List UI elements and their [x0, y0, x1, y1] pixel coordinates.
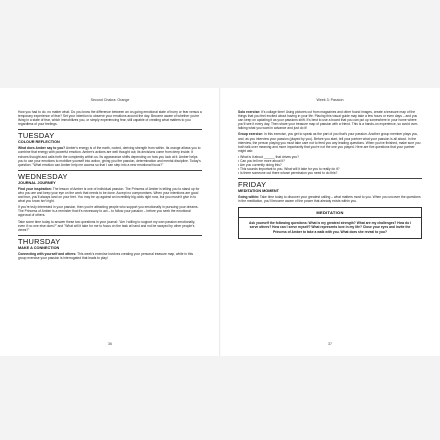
list-item: • What is it about ______ that drives you? [238, 154, 299, 159]
running-head-left: Second Chakra: Orange [90, 98, 130, 102]
thursday-text [18, 252, 202, 260]
wednesday-text-2: If you're truly interested in your passion, then you're attracting people who support you emotionally in pursuing your dreams. The Princess of Amber is a reminder that it's necessary to act – to follow your passion – before you seek the emotional approval of others. [18, 205, 199, 218]
intro-paragraph: How you had to do, no matter what. Do you know the difference between an on-going emotional state of hurry or fear versus a temporary experience of fear? Set your intention to observe your emotions around the day. Become aware of whether you're living in a state of fear, which immobilizes you, or simply experiencing fear, still capable of creating what matters to you regardless of your feelings. [18, 110, 202, 127]
wednesday-subheading: JOURNAL JOURNEY [18, 180, 56, 185]
list-item: • Is there someone out there whose permission you need to do this? [238, 170, 338, 175]
tuesday-heading: TUESDAY [18, 131, 55, 141]
tuesday-body: Amber's energy is of the earth, rooted, deriving strength from within. Its orange allows you to combine that energy with powerful emotion. Amber's actions are well thought out; its decisions come from deep inside. It echoes thought and calls forth the complexity within us. Its appearance shifts depending on how you look at it. Amber helps you to use your emotions to mobilize yourself into action, giving you fire passion, determination and mental discipline. Today's question: "What emotion can Amber help me access so that I can step into a new emotional focus?" [18, 146, 201, 167]
book-spread [0, 88, 440, 356]
friday-body: Take time today to discover your greatest calling – what matters most to you. When you uncover the questions in the meditation, you'll become aware of the power that already exists within you. [238, 194, 421, 204]
thursday-heading: THURSDAY [18, 236, 61, 246]
friday-subheading: MEDITATION MOMENT [238, 188, 279, 193]
right-page [220, 88, 440, 356]
page-number-right: 37 [328, 342, 332, 346]
tuesday-subheading: COLOUR REFLECTION [18, 140, 60, 145]
friday-text [238, 195, 422, 203]
question-list [238, 155, 422, 175]
friday-lead: Going within: [238, 194, 260, 199]
solo-exercise-lead: Solo exercise: [238, 110, 261, 114]
group-exercise-text [238, 132, 422, 152]
solo-exercise-body: It's collage time! Using pictures cut from magazines and other found images, create a treasure map of the things that you feel excited about having in your life. Placing this visual guide may take a few hours or even days – and you can keep on updating it as your passions shift. It's best to use a board that you can put up somewhere in your home where you'll see it every day. Then share your treasure map of passion with a friend. This is a hands-on experience, so avoid over-talking what you want in advance and just do it! [238, 110, 419, 131]
running-head-right: Week 3: Passion [316, 98, 344, 102]
solo-exercise-text [238, 110, 422, 130]
wednesday-body: The lesson of Amber is one of individual passion. The Princess of Amber is telling you to stand up for who you are and keep your eye on the work that needs to be done. Accept no compromises. When your intentions are good and true, you'll always land on your feet. You may be up against an incredibly big odds right now, but you mustn't give in to what you know isn't right. [18, 186, 200, 204]
list-item: • This sounds important to you. What will it take for you to really do it? [238, 166, 340, 171]
friday-heading: FRIDAY [238, 179, 267, 189]
meditation-text: Ask yourself the following questions: What is my greatest strength? What are my challenges? How do I serve others? How can I serve myself? What represents love in my life? Close your eyes and invite the Princess of Amber to take a walk with you. What does she reveal to you? [249, 221, 411, 234]
wednesday-heading: WEDNESDAY [18, 171, 68, 181]
tuesday-section [18, 129, 202, 145]
thursday-section [18, 235, 202, 251]
tuesday-lead: What does Amber say to you? [18, 146, 66, 151]
page-number-left: 36 [108, 342, 112, 346]
list-item: • Are you currently doing this? [238, 162, 282, 167]
left-page [0, 88, 220, 356]
thursday-lead: Connecting with yourself and others: [18, 251, 77, 256]
wednesday-section [18, 170, 202, 186]
wednesday-lead: Find your inspiration: [18, 186, 52, 191]
list-item: • Can you tell me more about it? [238, 158, 285, 163]
meditation-box [238, 207, 422, 239]
tuesday-text [18, 146, 202, 166]
friday-section [238, 178, 422, 194]
group-exercise-body: In this exercise, you get to speak as the part of you that's your passion. Another group member plays you, and, as you interview your passion (played by you). Before you start, tell your partner what your passion is all about. In the interview, the person playing you must take care not to feed you any leading questions. When you've finished, make sure you both talk over meaning and more importantly that you're not the one you played. Here are five questions that your partner might ask: [238, 132, 421, 153]
thursday-subheading: MAKE A CONNECTION [18, 245, 60, 250]
wednesday-text-3: Take some time today to answer these two questions in your journal: "Am I willing to support my own passion emotionally, even if no one else does?" and "What will it take for me to focus on the task at hand and not be swayed by other people's views?" [18, 219, 196, 232]
meditation-title: MEDITATION [239, 208, 421, 218]
group-exercise-lead: Group exercise: [238, 132, 264, 137]
wednesday-text [18, 187, 202, 203]
thursday-body: This week's exercise involves creating your personal treasure map, while in this group exercise your passion is interrogated that leads to play! [18, 251, 193, 260]
